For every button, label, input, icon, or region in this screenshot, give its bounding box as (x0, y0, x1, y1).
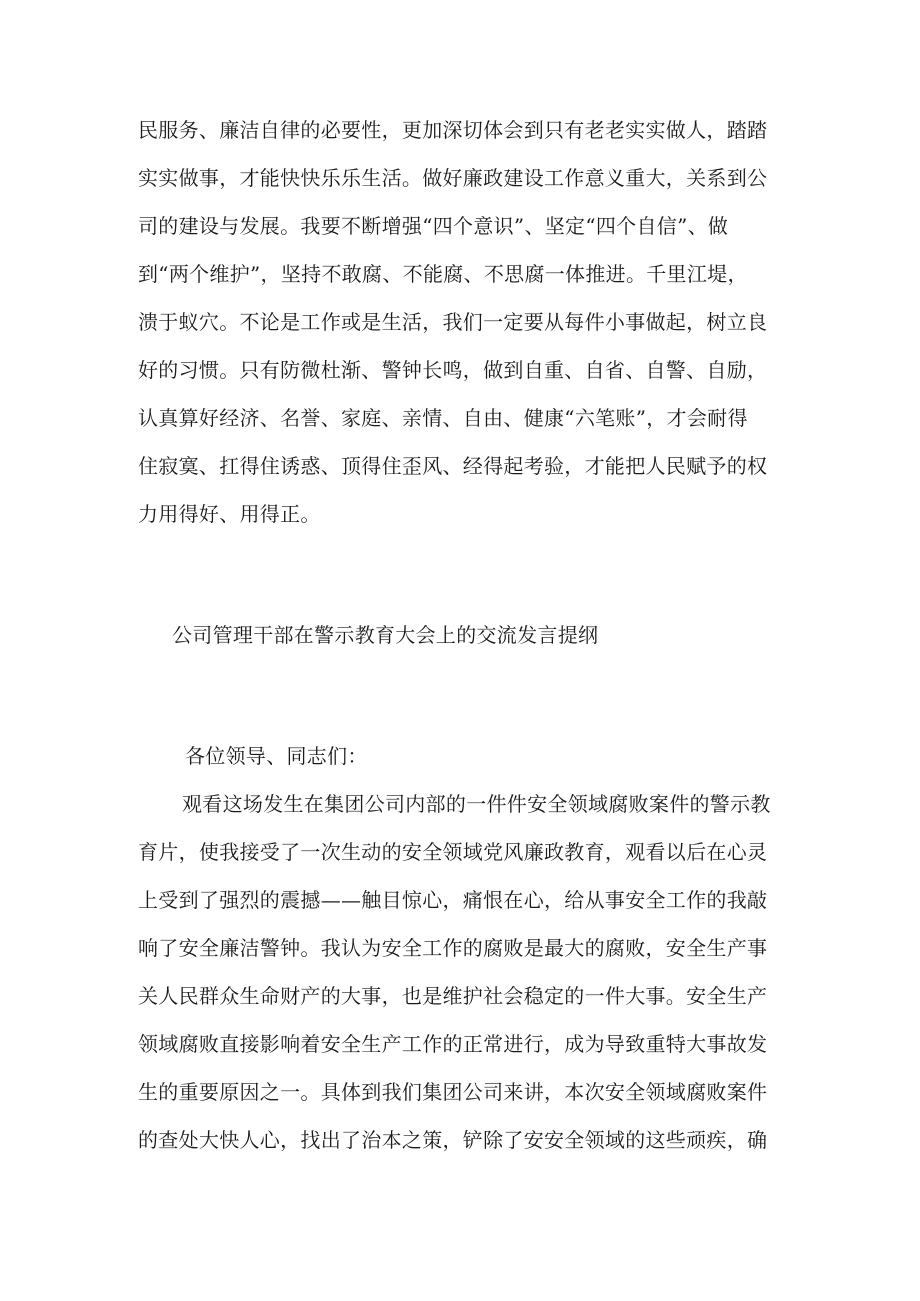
paragraph-line: 溃于蚁穴。不论是工作或是生活，我们一定要从每件小事做起，树立良 (138, 310, 768, 334)
paragraph-line: 关人民群众生命财产的大事，也是维护社会稳定的一件大事。安全生产 (138, 984, 768, 1008)
paragraph-line: 育片，使我接受了一次生动的安全领域党风廉政教育，观看以后在心灵 (138, 840, 768, 864)
document-title: 公司管理干部在警示教育大会上的交流发言提纲 (172, 623, 599, 647)
paragraph-line: 的查处大快人心，找出了治本之策，铲除了安安全领域的这些顽疾，确 (138, 1128, 768, 1152)
paragraph-line: 到“两个维护”，坚持不敢腐、不能腐、不思腐一体推进。千里江堤， (138, 262, 748, 286)
paragraph-line: 生的重要原因之一。具体到我们集团公司来讲，本次安全领域腐败案件 (138, 1080, 768, 1104)
paragraph-line: 住寂寞、扛得住诱惑、顶得住歪风、经得起考验，才能把人民赋予的权 (138, 454, 768, 478)
paragraph-line: 上受到了强烈的震撼——触目惊心，痛恨在心，给从事安全工作的我敲 (138, 888, 768, 912)
paragraph-line: 认真算好经济、名誉、家庭、亲情、自由、健康“六笔账”，才会耐得 (138, 406, 748, 430)
paragraph-line: 领域腐败直接影响着安全生产工作的正常进行，成为导致重特大事故发 (138, 1032, 768, 1056)
paragraph-line: 力用得好、用得正。 (138, 502, 321, 526)
paragraph-line: 观看这场发生在集团公司内部的一件件安全领域腐败案件的警示教 (182, 792, 771, 816)
salutation: 各位领导、同志们： (185, 744, 368, 768)
paragraph-line: 实实做事，才能快快乐乐生活。做好廉政建设工作意义重大，关系到公 (138, 166, 768, 190)
continued-paragraph (138, 114, 770, 546)
paragraph-line: 响了安全廉洁警钟。我认为安全工作的腐败是最大的腐败，安全生产事 (138, 936, 768, 960)
paragraph-line: 司的建设与发展。我要不断增强“四个意识”、坚定“四个自信”、做 (138, 214, 729, 238)
paragraph-line: 好的习惯。只有防微杜渐、警钟长鸣，做到自重、自省、自警、自励， (138, 358, 768, 382)
body-paragraph (138, 788, 770, 1172)
paragraph-line: 民服务、廉洁自律的必要性，更加深切体会到只有老老实实做人，踏踏 (138, 118, 768, 142)
